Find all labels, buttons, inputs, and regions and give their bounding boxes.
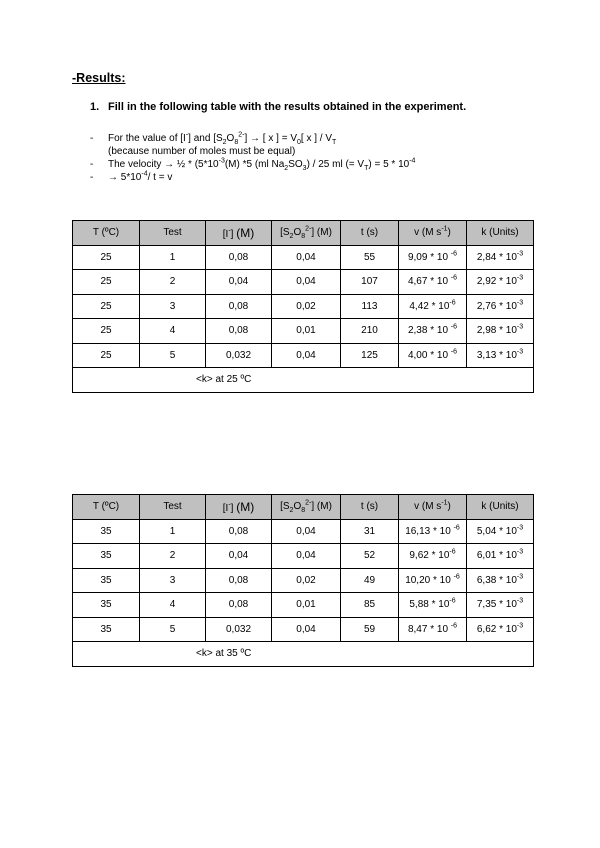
average-k-label: <k> at 35 ºC (73, 642, 534, 667)
average-row (73, 642, 534, 667)
b1-sup: - (185, 131, 189, 139)
cell-value: 9,09 * 10 (407, 251, 451, 263)
cell-value: 5,88 * 10 (409, 599, 450, 611)
cell-temp: 25 (73, 294, 140, 319)
cell-test: 4 (140, 319, 206, 344)
cell-exponent: -3 (516, 299, 524, 307)
cell-exponent: -6 (449, 548, 456, 556)
cell-time: 55 (341, 245, 399, 270)
cell-iodide: 0,08 (206, 319, 272, 344)
cell-value: 2,84 * 10 (476, 251, 517, 263)
col-header-persulfate (272, 495, 341, 520)
header-row (73, 221, 534, 246)
average-k-label: <k> at 25 ºC (73, 368, 534, 393)
header-row (73, 495, 534, 520)
table-row (73, 270, 534, 295)
cell-rate (467, 245, 534, 270)
b3-text: / t = v (147, 172, 173, 183)
b1-sub: 8 (234, 139, 239, 146)
cell-value: 16,13 * 10 (405, 525, 454, 537)
table-row (73, 343, 534, 368)
average-row (73, 368, 534, 393)
cell-rate (467, 593, 534, 618)
b2-sub: 2 (284, 165, 289, 172)
header-part: [I (222, 502, 229, 514)
bullet-velocity (90, 158, 415, 171)
cell-time: 107 (341, 270, 399, 295)
cell-value: 8,47 * 10 (407, 623, 451, 635)
cell-exponent: -3 (516, 548, 524, 556)
header-part: ] (230, 502, 234, 514)
cell-velocity (399, 519, 467, 544)
cell-velocity (399, 270, 467, 295)
header-part: [I (222, 228, 229, 240)
cell-time: 113 (341, 294, 399, 319)
b2-text: ) / 25 ml (= V (306, 159, 365, 170)
col-header-rate: k (Units) (467, 221, 534, 246)
cell-temp: 25 (73, 245, 140, 270)
header-part: ) (447, 227, 451, 239)
cell-velocity (399, 294, 467, 319)
bullet-dash: - (90, 172, 94, 183)
col-header-iodide (206, 495, 272, 520)
cell-value: 6,62 * 10 (476, 623, 517, 635)
col-header-time: t (s) (341, 495, 399, 520)
bullet-velocity-formula (90, 171, 415, 184)
cell-temp: 25 (73, 270, 140, 295)
cell-value: 5,04 * 10 (476, 525, 517, 537)
table-row (73, 593, 534, 618)
cell-velocity (399, 343, 467, 368)
header-part: O (293, 501, 302, 513)
cell-value: 2,38 * 10 (407, 325, 451, 337)
cell-persulfate: 0,04 (272, 270, 341, 295)
cell-exponent: -3 (516, 274, 524, 282)
cell-rate (467, 319, 534, 344)
b1-text: ] → [ x ] = V (244, 133, 297, 144)
table-row (73, 294, 534, 319)
b1-sup: 2- (238, 131, 245, 139)
cell-exponent: -3 (516, 250, 524, 258)
cell-time: 52 (341, 544, 399, 569)
cell-test: 2 (140, 544, 206, 569)
table-row (73, 544, 534, 569)
cell-velocity (399, 617, 467, 642)
cell-test: 4 (140, 593, 206, 618)
cell-temp: 35 (73, 544, 140, 569)
cell-rate (467, 294, 534, 319)
cell-time: 85 (341, 593, 399, 618)
col-header-temp: T (ºC) (73, 495, 140, 520)
cell-exponent: -6 (450, 348, 458, 356)
col-header-test: Test (140, 221, 206, 246)
question-1 (90, 101, 466, 113)
cell-velocity (399, 568, 467, 593)
header-part: [S (280, 501, 290, 513)
cell-value: 6,01 * 10 (476, 550, 517, 562)
col-header-iodide (206, 221, 272, 246)
bullet-dash: - (90, 159, 94, 170)
cell-rate (467, 568, 534, 593)
cell-persulfate: 0,04 (272, 343, 341, 368)
cell-persulfate: 0,02 (272, 568, 341, 593)
cell-value: 2,98 * 10 (476, 325, 517, 337)
header-unit: (M) (236, 225, 255, 240)
header-part: v (M s (414, 227, 442, 239)
cell-exponent: -6 (453, 573, 460, 581)
col-header-velocity (399, 495, 467, 520)
cell-rate (467, 544, 534, 569)
header-sub: 2 (289, 233, 294, 241)
cell-value: 4,00 * 10 (407, 349, 451, 361)
b1-continuation: (because number of moles must be equal) (108, 146, 296, 157)
table-row (73, 617, 534, 642)
col-header-persulfate (272, 221, 341, 246)
cell-test: 5 (140, 617, 206, 642)
b1-text: ] and [S (188, 133, 223, 144)
cell-time: 125 (341, 343, 399, 368)
cell-rate (467, 519, 534, 544)
b3-text: → 5*10 (108, 172, 142, 183)
header-part: O (293, 227, 302, 239)
header-sup: -1 (441, 499, 448, 507)
cell-iodide: 0,032 (206, 617, 272, 642)
col-header-temp: T (ºC) (73, 221, 140, 246)
cell-temp: 35 (73, 617, 140, 642)
cell-exponent: -3 (516, 597, 524, 605)
cell-value: 10,20 * 10 (405, 574, 454, 586)
question-number: 1. (90, 101, 100, 113)
cell-temp: 35 (73, 568, 140, 593)
header-sub: 8 (301, 233, 306, 241)
cell-test: 2 (140, 270, 206, 295)
b2-sub: 3 (302, 165, 307, 172)
header-part: v (M s (414, 501, 442, 513)
header-unit: (M) (236, 499, 255, 514)
b2-sup: -4 (409, 157, 416, 165)
cell-exponent: -6 (450, 250, 458, 258)
cell-velocity (399, 319, 467, 344)
col-header-time: t (s) (341, 221, 399, 246)
cell-time: 49 (341, 568, 399, 593)
bullet-list (90, 132, 415, 184)
b2-text: (M) *5 (ml Na (224, 159, 285, 170)
header-part: ) (447, 501, 451, 513)
cell-time: 31 (341, 519, 399, 544)
cell-iodide: 0,032 (206, 343, 272, 368)
header-part: ] (230, 228, 234, 240)
cell-velocity (399, 245, 467, 270)
header-sup: 2- (305, 499, 312, 507)
cell-time: 210 (341, 319, 399, 344)
cell-iodide: 0,08 (206, 568, 272, 593)
results-table-25c (72, 220, 534, 393)
header-sup: 2- (305, 225, 312, 233)
b3-sup: -4 (141, 170, 148, 178)
cell-test: 3 (140, 568, 206, 593)
cell-persulfate: 0,04 (272, 617, 341, 642)
table-row (73, 319, 534, 344)
table-row (73, 519, 534, 544)
cell-value: 7,35 * 10 (476, 599, 517, 611)
header-part: ] (M) (311, 501, 332, 513)
cell-velocity (399, 593, 467, 618)
cell-test: 3 (140, 294, 206, 319)
cell-iodide: 0,04 (206, 270, 272, 295)
cell-rate (467, 617, 534, 642)
cell-value: 4,42 * 10 (409, 300, 450, 312)
header-sup: - (228, 501, 231, 509)
b1-text: For the value of [I (108, 133, 186, 144)
cell-exponent: -3 (516, 573, 524, 581)
cell-exponent: -3 (516, 348, 524, 356)
cell-iodide: 0,04 (206, 544, 272, 569)
cell-temp: 35 (73, 519, 140, 544)
b1-text: O (226, 133, 235, 144)
cell-test: 1 (140, 245, 206, 270)
b1-text: [ x ] / V (300, 133, 333, 144)
results-heading: -Results: (72, 71, 126, 85)
cell-persulfate: 0,01 (272, 319, 341, 344)
cell-exponent: -6 (449, 299, 456, 307)
cell-rate (467, 270, 534, 295)
cell-exponent: -3 (516, 524, 524, 532)
header-sup: -1 (441, 225, 448, 233)
cell-exponent: -3 (516, 323, 524, 331)
cell-exponent: -6 (450, 622, 458, 630)
cell-value: 9,62 * 10 (409, 550, 450, 562)
b2-sup: -3 (218, 157, 225, 165)
b2-sub: T (364, 165, 369, 172)
cell-exponent: -6 (453, 524, 460, 532)
cell-exponent: -3 (516, 622, 524, 630)
cell-value: 2,76 * 10 (476, 300, 517, 312)
cell-persulfate: 0,04 (272, 245, 341, 270)
b2-text: SO (288, 159, 303, 170)
header-part: ] (M) (311, 227, 332, 239)
cell-value: 2,92 * 10 (476, 276, 517, 288)
cell-persulfate: 0,02 (272, 294, 341, 319)
table-row (73, 245, 534, 270)
header-part: [S (280, 227, 290, 239)
b1-sub: T (332, 139, 337, 146)
header-sub: 8 (301, 507, 306, 515)
b1-sub: 2 (222, 139, 227, 146)
cell-temp: 25 (73, 319, 140, 344)
cell-persulfate: 0,04 (272, 544, 341, 569)
question-text: Fill in the following table with the results obtained in the experiment. (108, 101, 467, 113)
cell-persulfate: 0,04 (272, 519, 341, 544)
bullet-dash: - (90, 133, 94, 144)
cell-time: 59 (341, 617, 399, 642)
cell-temp: 35 (73, 593, 140, 618)
cell-temp: 25 (73, 343, 140, 368)
cell-iodide: 0,08 (206, 294, 272, 319)
results-table-35c (72, 494, 534, 667)
cell-velocity (399, 544, 467, 569)
cell-value: 4,67 * 10 (407, 276, 451, 288)
col-header-velocity (399, 221, 467, 246)
cell-value: 6,38 * 10 (476, 574, 517, 586)
b1-sub: 0 (296, 139, 301, 146)
bullet-concentration (90, 132, 415, 158)
cell-persulfate: 0,01 (272, 593, 341, 618)
cell-exponent: -6 (450, 323, 458, 331)
cell-test: 1 (140, 519, 206, 544)
cell-rate (467, 343, 534, 368)
cell-exponent: -6 (449, 597, 456, 605)
cell-iodide: 0,08 (206, 593, 272, 618)
col-header-test: Test (140, 495, 206, 520)
header-sub: 2 (289, 507, 294, 515)
b2-text: ) = 5 * 10 (368, 159, 410, 170)
table-row (73, 568, 534, 593)
cell-test: 5 (140, 343, 206, 368)
cell-exponent: -6 (450, 274, 458, 282)
b2-text: The velocity → ½ * (5*10 (108, 159, 219, 170)
header-sup: - (228, 227, 231, 235)
cell-iodide: 0,08 (206, 245, 272, 270)
cell-value: 3,13 * 10 (476, 349, 517, 361)
cell-iodide: 0,08 (206, 519, 272, 544)
col-header-rate: k (Units) (467, 495, 534, 520)
